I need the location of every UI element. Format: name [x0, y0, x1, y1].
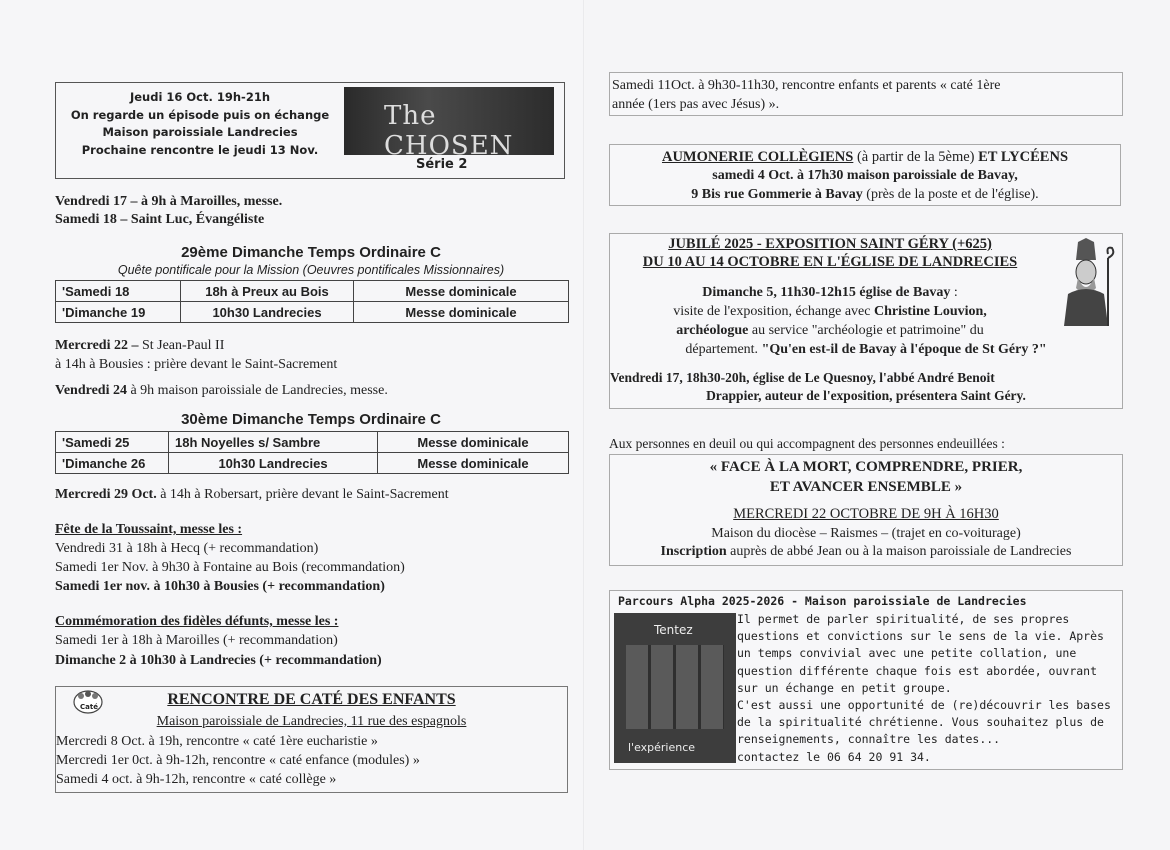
wednesday-22-line: Mercredi 22 – St Jean-Paul II: [55, 338, 225, 353]
alpha-img-top: Tentez: [654, 623, 693, 637]
chosen-line: On regarde un épisode puis on échange: [70, 107, 330, 122]
sunday-29-subtitle: Quête pontificale pour la Mission (Oeuvres pontificales Missionnaires): [117, 263, 505, 277]
alpha-line: C'est aussi une opportunité de (re)découvrir les bases: [737, 698, 1111, 713]
saint-gery-icon: [1056, 238, 1116, 326]
cate-line: Samedi 4 oct. à 9h-12h, rencontre « caté collège »: [56, 772, 337, 787]
alpha-line: renseignements, connaître les dates...: [737, 732, 1001, 747]
chosen-line: Prochaine rencontre le jeudi 13 Nov.: [81, 142, 319, 157]
alpha-faces-grid: [626, 645, 724, 729]
alpha-title: Parcours Alpha 2025-2026 - Maison paroissiale de Landrecies: [618, 594, 1027, 608]
sunday-29-table: [55, 280, 569, 323]
table-cell: 'Samedi 18: [56, 281, 181, 302]
table-row: [56, 453, 569, 474]
aumonerie-title: AUMONERIE COLLÈGIENS (à partir de la 5ème) ET LYCÉENS: [661, 149, 1069, 165]
table-cell: 'Dimanche 19: [56, 302, 181, 323]
cate-box: [55, 686, 568, 793]
table-cell: Messe dominicale: [354, 281, 569, 302]
cate-first-year-line: Samedi 11Oct. à 9h30-11h30, rencontre enfants et parents « caté 1ère: [612, 78, 1001, 93]
defunts-line: Samedi 1er à 18h à Maroilles (+ recommandation): [55, 633, 338, 648]
alpha-photo-collage: [614, 613, 736, 763]
toussaint-line: Samedi 1er Nov. à 9h30 à Fontaine au Bois (recommandation): [55, 560, 405, 575]
the-chosen-logo: [344, 87, 554, 161]
wednesday-29-line: Mercredi 29 Oct. à 14h à Robersart, prière devant le Saint-Sacrement: [55, 487, 449, 502]
saturday-18-line: Samedi 18 – Saint Luc, Évangéliste: [55, 212, 265, 227]
table-cell: 18h Noyelles s/ Sambre: [169, 432, 378, 453]
jubile-box: [609, 233, 1123, 409]
table-cell: 'Dimanche 26: [56, 453, 169, 474]
aumonerie-box: [609, 144, 1121, 206]
table-cell: Messe dominicale: [378, 432, 569, 453]
deuil-box: [609, 454, 1123, 566]
alpha-line: questions et convictions sur le sens de la vie. Après: [737, 629, 1104, 644]
sunday-29-title: 29ème Dimanche Temps Ordinaire C: [181, 244, 441, 261]
alpha-line: question différente chaque fois est abordée, ouvrant: [737, 663, 1098, 678]
defunts-title: Commémoration des fidèles défunts, messe les :: [55, 614, 339, 629]
toussaint-line: Samedi 1er nov. à 10h30 à Bousies (+ recommandation): [55, 579, 385, 594]
jubile-line: département. "Qu'en est-il de Bavay à l'époque de St Géry ?": [685, 342, 1047, 357]
table-row: [56, 432, 569, 453]
chosen-announcement: [55, 82, 565, 179]
chosen-line: Maison paroissiale Landrecies: [102, 125, 298, 139]
table-row: [56, 281, 569, 302]
table-cell: 10h30 Landrecies: [181, 302, 354, 323]
alpha-line: de la spiritualité chrétienne. Vous souhaitez plus de: [737, 715, 1104, 730]
cate-title: RENCONTRE DE CATÉ DES ENFANTS: [167, 691, 456, 708]
defunts-line: Dimanche 2 à 10h30 à Landrecies (+ recommandation): [55, 653, 382, 668]
deuil-intro: Aux personnes en deuil ou qui accompagnent des personnes endeuillées :: [609, 436, 1005, 451]
table-cell: 18h à Preux au Bois: [181, 281, 354, 302]
right-page: [585, 0, 1170, 850]
deuil-date: MERCREDI 22 OCTOBRE DE 9H À 16H30: [733, 506, 999, 522]
deuil-registration: Inscription auprès de abbé Jean ou à la maison paroissiale de Landrecies: [660, 544, 1072, 559]
jubile-line: archéologue au service "archéologie et patrimoine" du: [676, 323, 984, 338]
alpha-description: [737, 611, 1111, 766]
series-label: Série 2: [416, 157, 468, 172]
alpha-img-bottom: l'expérience: [628, 741, 696, 754]
deuil-title: « FACE À LA MORT, COMPRENDRE, PRIER,: [709, 459, 1023, 475]
sunday-30-title: 30ème Dimanche Temps Ordinaire C: [181, 411, 441, 428]
wednesday-22-detail: à 14h à Bousies : prière devant le Saint-Sacrement: [55, 357, 338, 372]
chosen-line: Jeudi 16 Oct. 19h-21h: [129, 90, 271, 104]
jubile-line: Drappier, auteur de l'exposition, présentera Saint Géry.: [706, 388, 1026, 403]
alpha-line: un temps convivial avec une petite collation, une: [737, 646, 1077, 661]
toussaint-line: Vendredi 31 à 18h à Hecq (+ recommandation): [55, 541, 319, 556]
table-cell: Messe dominicale: [378, 453, 569, 474]
table-cell: Messe dominicale: [354, 302, 569, 323]
cate-first-year-box: [609, 72, 1123, 116]
jubile-line: visite de l'exposition, échange avec Christine Louvion,: [673, 304, 987, 319]
table-row: [56, 302, 569, 323]
cate-place: Maison paroissiale de Landrecies, 11 rue des espagnols: [156, 714, 467, 729]
friday-24-line: Vendredi 24 à 9h maison paroissiale de Landrecies, messe.: [55, 383, 388, 398]
alpha-line: sur un échange en petit groupe.: [737, 680, 952, 695]
cate-line: Mercredi 1er 0ct. à 9h-12h, rencontre « caté enfance (modules) »: [56, 753, 420, 768]
alpha-line: Il permet de parler spiritualité, de ses propres: [737, 612, 1070, 626]
sunday-30-table: [55, 431, 569, 474]
jubile-line: Vendredi 17, 18h30-20h, église de Le Quesnoy, l'abbé André Benoit: [610, 370, 995, 385]
cate-logo-label: Caté: [80, 703, 98, 711]
cate-line: Mercredi 8 Oct. à 19h, rencontre « caté 1ère eucharistie »: [56, 734, 378, 749]
table-cell: 'Samedi 25: [56, 432, 169, 453]
cate-first-year-line: année (1ers pas avec Jésus) ».: [612, 97, 780, 112]
deuil-title: ET AVANCER ENSEMBLE »: [769, 479, 963, 495]
toussaint-title: Fête de la Toussaint, messe les :: [55, 522, 243, 537]
aumonerie-line: 9 Bis rue Gommerie à Bavay (près de la poste et de l'église).: [691, 187, 1039, 202]
chosen-logo-text: The CHOSEN: [384, 101, 514, 161]
alpha-box: [609, 590, 1123, 770]
deuil-place: Maison du diocèse – Raismes – (trajet en co-voiturage): [711, 526, 1021, 541]
aumonerie-line: samedi 4 Oct. à 17h30 maison paroissiale de Bavay,: [712, 168, 1018, 183]
chosen-text: [64, 89, 336, 159]
friday-17-line: Vendredi 17 – à 9h à Maroilles, messe.: [55, 194, 283, 209]
jubile-line: Dimanche 5, 11h30-12h15 église de Bavay :: [702, 285, 958, 300]
table-cell: 10h30 Landrecies: [169, 453, 378, 474]
jubile-title: JUBILÉ 2025 - EXPOSITION SAINT GÉRY (+625): [668, 236, 992, 252]
jubile-title: DU 10 AU 14 OCTOBRE EN L'ÉGLISE DE LANDRECIES: [642, 254, 1018, 270]
alpha-line: contactez le 06 64 20 91 34.: [737, 749, 931, 764]
